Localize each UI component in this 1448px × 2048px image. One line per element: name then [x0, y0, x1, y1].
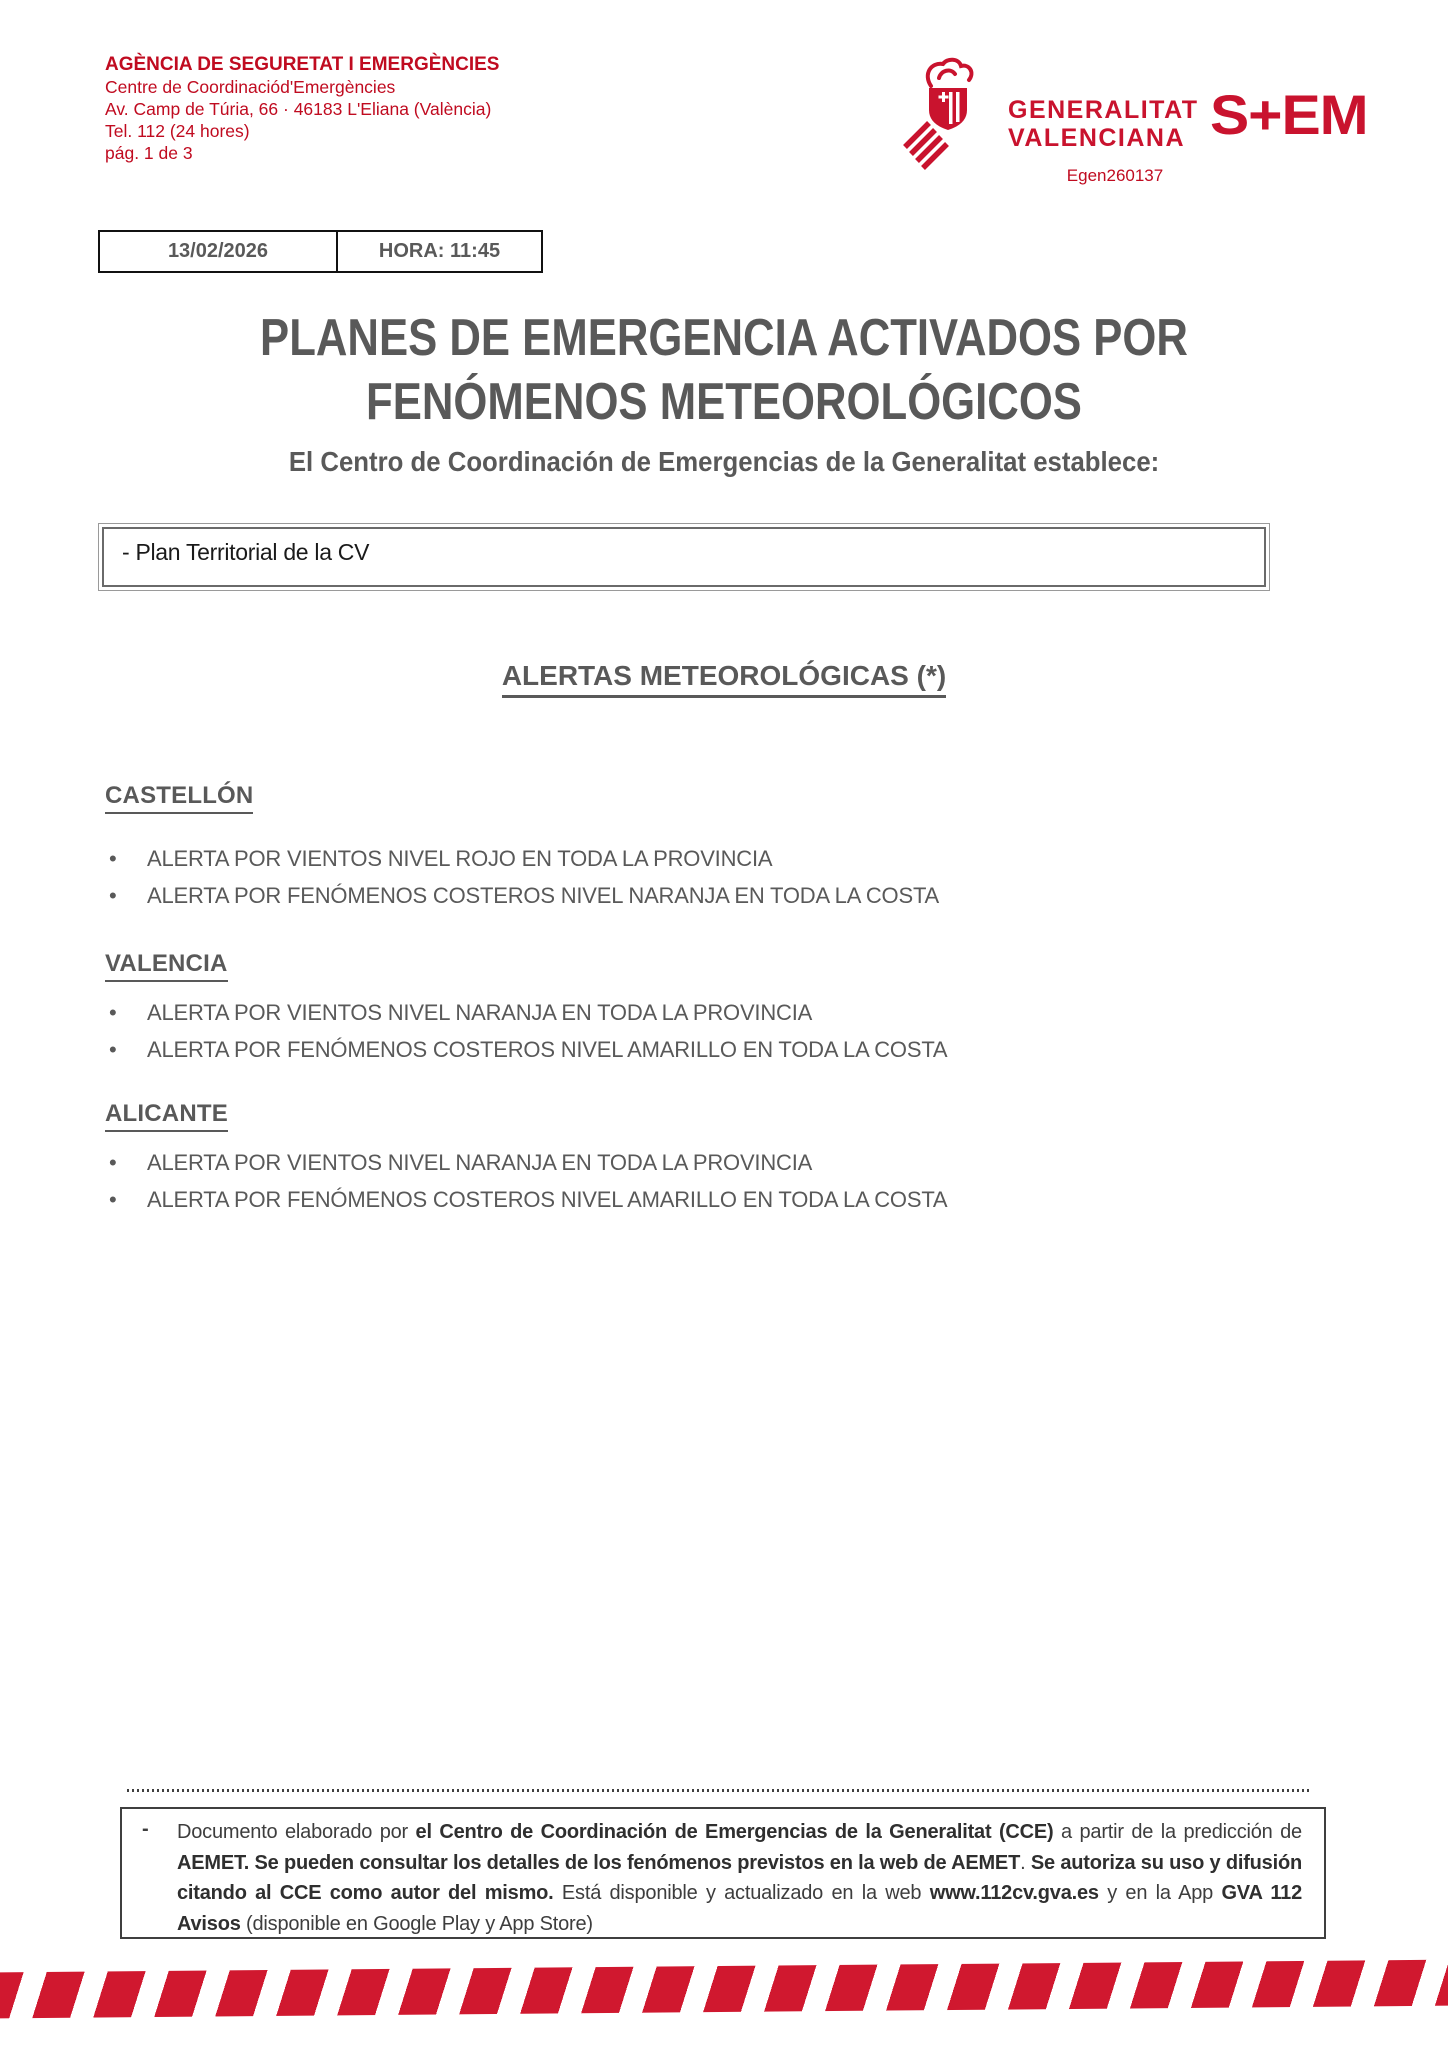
section-castellon-title: CASTELLÓN: [105, 782, 253, 814]
footer-disclaimer-box: [120, 1807, 1326, 1939]
agency-header: [105, 54, 499, 164]
red-stripe-band: [0, 1960, 1448, 2019]
page-number: pág. 1 de 3: [105, 143, 193, 163]
footer-text-segment: .: [1020, 1851, 1031, 1874]
bullet-icon: •: [109, 1037, 117, 1062]
alert-text: ALERTA POR VIENTOS NIVEL NARANJA EN TODA LA PROVINCIA: [147, 1150, 813, 1175]
agency-address: Av. Camp de Túria, 66 · 46183 L'Eliana (València): [105, 99, 492, 119]
date-cell: 13/02/2026: [98, 230, 338, 273]
alert-text: ALERTA POR FENÓMENOS COSTEROS NIVEL AMARILLO EN TODA LA COSTA: [147, 1187, 948, 1212]
list-item: [105, 840, 1345, 877]
footer-text-segment: GVA 112 Avisos: [177, 1882, 1302, 1935]
bullet-icon: •: [109, 846, 117, 871]
valencia-alert-list: [105, 994, 1345, 1068]
section-alicante: [105, 1100, 1345, 1218]
activated-plan-box-inner: [102, 527, 1266, 587]
alerts-heading: [0, 660, 1448, 698]
alicante-alert-list: [105, 1144, 1345, 1218]
agency-phone: Tel. 112 (24 hores): [105, 121, 250, 141]
footer-disclaimer-text: [177, 1817, 1302, 1939]
main-title: [0, 306, 1448, 434]
datetime-table: [98, 230, 543, 273]
list-item: [105, 1144, 1345, 1181]
subtitle-text: El Centro de Coordinación de Emergencias de la Generalitat establece:: [288, 446, 1160, 477]
activated-plan-box: [98, 523, 1270, 591]
section-valencia-title: VALENCIA: [105, 950, 228, 982]
generalitat-coat-of-arms-icon: [893, 56, 999, 176]
sem-logo: S+EM: [1210, 83, 1368, 146]
list-item: [105, 877, 1345, 914]
list-item: [105, 1181, 1345, 1218]
subtitle: [0, 446, 1448, 478]
section-valencia: [105, 950, 1345, 1068]
section-alicante-title: ALICANTE: [105, 1100, 228, 1132]
bullet-icon: •: [109, 1187, 117, 1212]
alert-text: ALERTA POR FENÓMENOS COSTEROS NIVEL NARANJA EN TODA LA COSTA: [147, 883, 940, 908]
alert-text: ALERTA POR VIENTOS NIVEL ROJO EN TODA LA PROVINCIA: [147, 846, 773, 871]
main-title-line2: FENÓMENOS METEOROLÓGICOS: [366, 373, 1082, 431]
bullet-icon: •: [109, 1000, 117, 1025]
generalitat-wordmark: [1008, 96, 1199, 152]
footer-dash-marker: -: [142, 1818, 149, 1840]
activated-plan-text: - Plan Territorial de la CV: [122, 539, 370, 565]
footer-text-segment: Se autoriza su uso y difusión citando al CCE como autor del mismo.: [177, 1851, 1302, 1904]
main-title-line1: PLANES DE EMERGENCIA ACTIVADOS POR: [260, 309, 1188, 367]
castellon-alert-list: [105, 840, 1345, 914]
dotted-divider: [127, 1789, 1312, 1792]
footer-text-segment: www.112cv.gva.es: [929, 1882, 1099, 1904]
list-item: [105, 994, 1345, 1031]
time-cell: HORA: 11:45: [338, 230, 543, 273]
footer-text-segment: Está disponible y actualizado en la web: [553, 1882, 930, 1904]
list-item: [105, 1031, 1345, 1068]
bullet-icon: •: [109, 883, 117, 908]
footer-text-segment: Documento elaborado por: [177, 1821, 416, 1843]
agency-name: AGÈNCIA DE SEGURETAT I EMERGÈNCIES: [105, 54, 500, 75]
alert-text: ALERTA POR FENÓMENOS COSTEROS NIVEL AMARILLO EN TODA LA COSTA: [147, 1037, 948, 1062]
footer-text-segment: (disponible en Google Play y App Store): [240, 1912, 593, 1935]
footer-text-segment: a partir de la predicción de: [1053, 1821, 1302, 1843]
document-code: Egen260137: [1066, 166, 1164, 185]
footer-text-segment: el Centro de Coordinación de Emergencias de la Generalitat (CCE): [415, 1821, 1054, 1843]
agency-centre: Centre de Coordinaciód'Emergències: [105, 77, 396, 97]
bullet-icon: •: [109, 1150, 117, 1175]
section-castellon: [105, 782, 1345, 914]
generalitat-wordmark-line2: VALENCIANA: [1008, 124, 1186, 152]
generalitat-wordmark-line1: GENERALITAT: [1008, 96, 1199, 124]
footer-text-segment: y en la App: [1098, 1882, 1222, 1904]
footer-text-segment: AEMET. Se pueden consultar los detalles de los fenómenos previstos en la web de AEMET: [177, 1851, 1021, 1874]
alert-text: ALERTA POR VIENTOS NIVEL NARANJA EN TODA LA PROVINCIA: [147, 1000, 813, 1025]
alerts-heading-text: ALERTAS METEOROLÓGICAS (*): [502, 660, 946, 698]
